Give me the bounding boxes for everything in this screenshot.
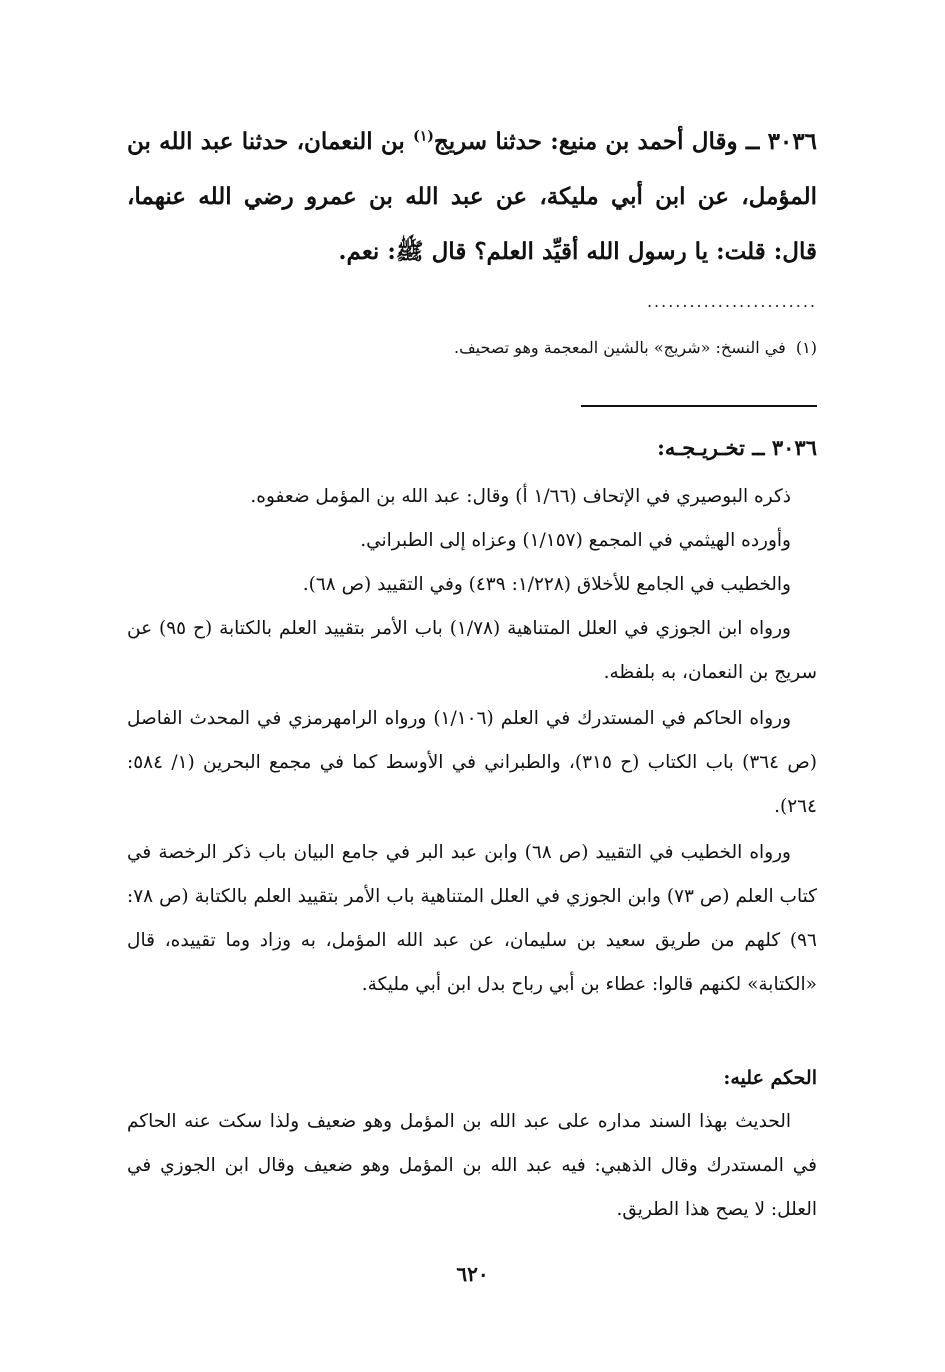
takhrij-paragraph-2: وأورده الهيثمي في المجمع (١/١٥٧) وعزاه إلى الطبراني.: [360, 530, 791, 551]
takhrij-paragraph-3: والخطيب في الجامع للأخلاق (١/٢٢٨: ٤٣٩) وفي التقييد (ص ٦٨).: [302, 574, 791, 595]
footnote-separator-dots: ........................: [646, 292, 817, 311]
hukm-heading: الحكم عليه:: [723, 1067, 817, 1089]
hukm-paragraph: الحديث بهذا السند مداره على عبد الله بن المؤمل وهو ضعيف ولذا سكت عنه الحاكم في المستدرك وقال الذهبي: فيه عبد الله بن المؤمل وهو ضعيف وقال ابن الجوزي في العلل: لا يصح هذا الطريق.: [127, 1111, 817, 1220]
footnote: [127, 336, 817, 360]
hadith-number: ٣٠٣٦: [767, 128, 817, 155]
takhrij-heading: ٣٠٣٦ ــ تخـريـجـه:: [657, 435, 817, 460]
hadith-text-part-1: وقال أحمد بن منيع: حدثنا سريج: [433, 128, 738, 155]
takhrij-paragraph-4: ورواه ابن الجوزي في العلل المتناهية (١/٧٨) باب الأمر بتقييد العلم بالكتابة (ح ٩٥) عن سريج بن النعمان، به بلفظه.: [127, 618, 817, 683]
footnote-marker: (١): [795, 338, 817, 357]
section-divider-line: [581, 405, 817, 407]
takhrij-paragraph-1: ذكره البوصيري في الإتحاف (١/٦٦ أ) وقال: عبد الله بن المؤمل ضعفوه.: [250, 486, 791, 507]
takhrij-paragraph-5: ورواه الحاكم في المستدرك في العلم (١/١٠٦) ورواه الرامهرمزي في المحدث الفاصل (ص ٣٦٤) باب الكتاب (ح ٣١٥)، والطبراني في الأوسط كما في مجمع البحرين (١/ ٥٨٤: ٢٦٤).: [127, 708, 817, 817]
takhrij-paragraph-6: ورواه الخطيب في التقييد (ص ٦٨) وابن عبد البر في جامع البيان باب ذكر الرخصة في كتاب العلم (ص ٧٣) وابن الجوزي في العلل المتناهية باب الأمر بتقييد العلم بالكتابة (ص ٧٨: ٩٦) كلهم من طريق سعيد بن سليمان، عن عبد الله المؤمل، به وزاد وما تقييده، قال «الكتابة» لكنهم قالوا: عطاء بن أبي رباح بدل ابن أبي مليكة.: [127, 842, 817, 995]
hadith-text-part-2: بن النعمان، حدثنا عبد الله بن المؤمل، عن ابن أبي مليكة، عن عبد الله بن عمرو رضي الله عنهما، قال: قلت: يا رسول الله أقيِّد العلم؟ قال ﷺ: نعم.: [127, 128, 817, 265]
page-number: ٦٢٠: [456, 1262, 489, 1286]
hadith-paragraph: ٣٠٣٦ ــ وقال أحمد بن منيع: حدثنا سريج$^{(١)}$ بن النعمان، حدثنا عبد الله بن المؤمل، عن ابن أبي مليكة، عن عبد الله بن عمرو رضي الله عنهما، قال: قلت: يا رسول الله أقيِّد العلم؟ قال ﷺ: نعم.: [127, 128, 817, 265]
footnote-reference[interactable]: (١): [413, 128, 434, 145]
footnote-text: في النسخ: «شريج» بالشين المعجمة وهو تصحيف.: [454, 338, 786, 357]
